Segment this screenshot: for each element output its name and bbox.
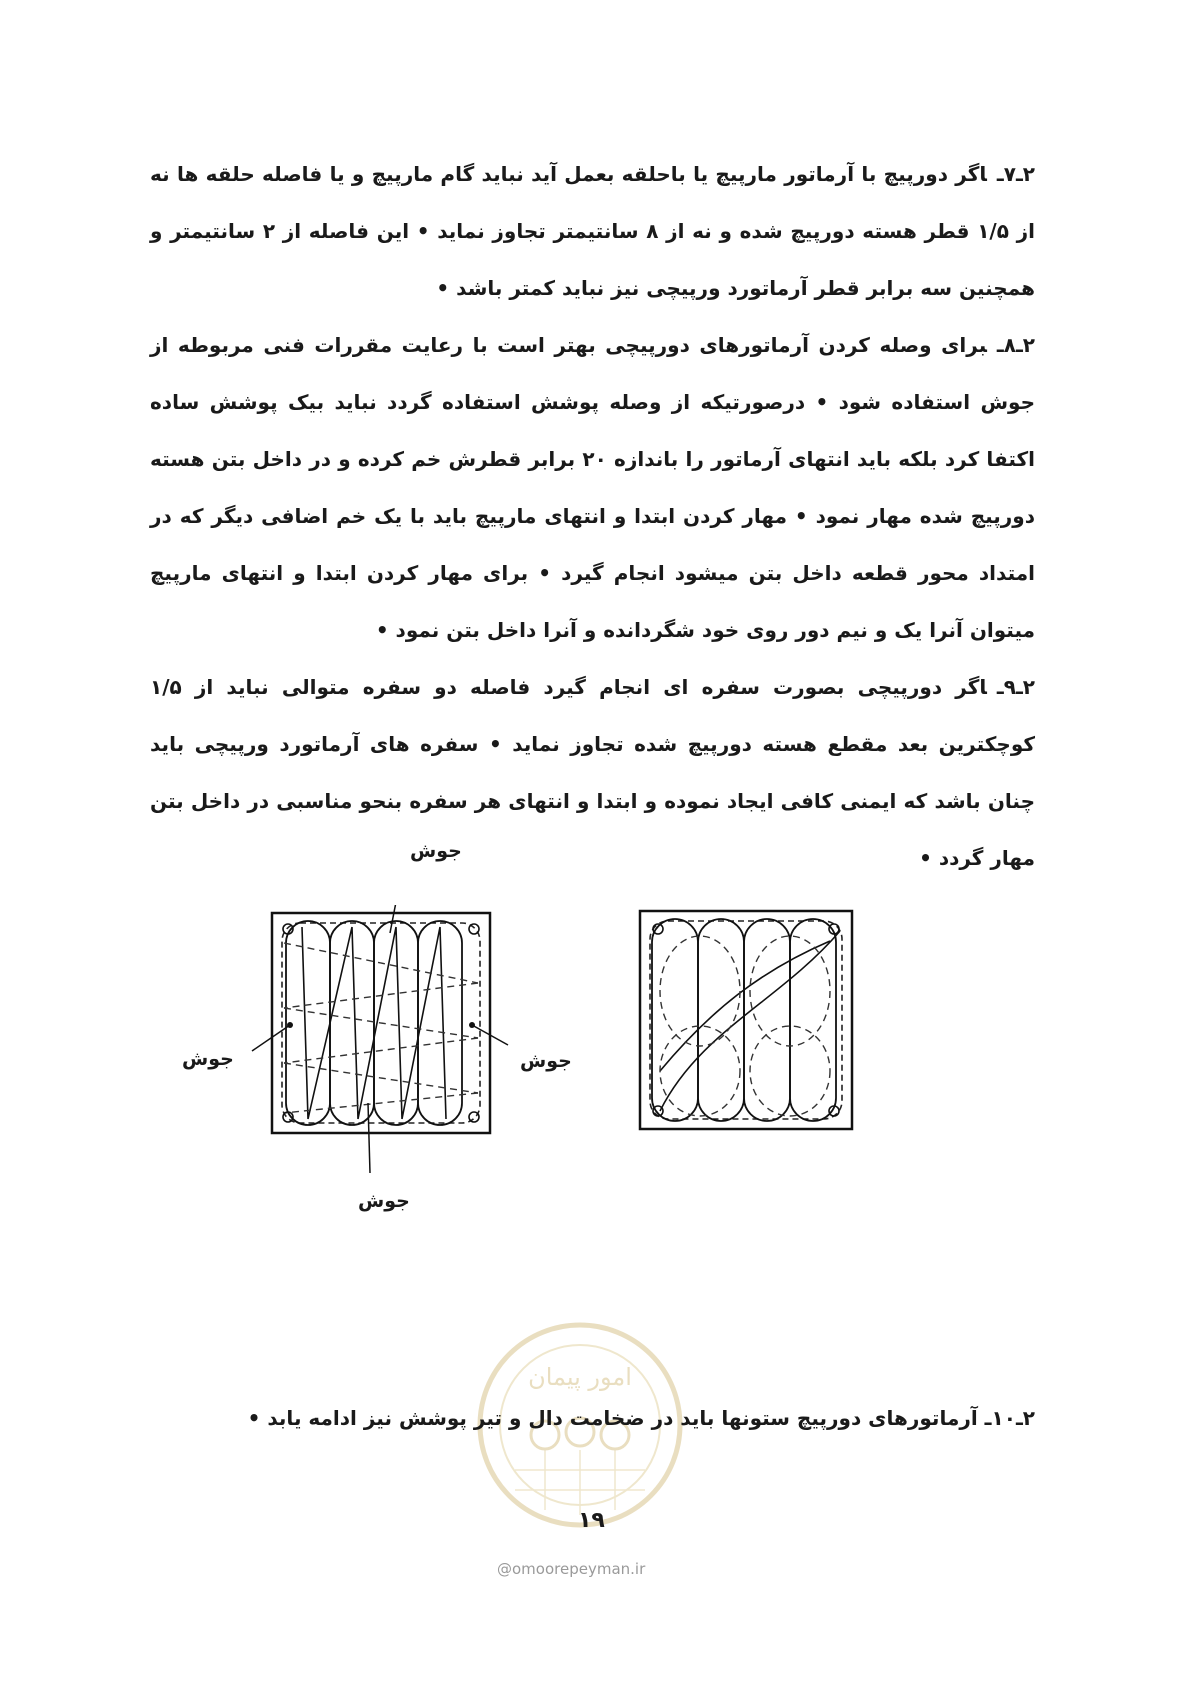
paragraph-number: ۲ـ۱۰ـ — [984, 1406, 1035, 1430]
paragraph-number: ۲ـ۷ـ — [996, 162, 1035, 186]
body-text — [150, 146, 1035, 887]
label-weld-left: جوش — [182, 1048, 234, 1070]
paragraph-text: اگر دورپیچ با آرماتور مارپیچ یا باحلقه بعمل آید نباید گام مارپیچ و یا فاصله حلقه ها نه از ۱/۵ قطر هسته دورپیچ شده و نه از ۸ سانتیمتر تجاوز نماید • این فاصله از ۲ سانتیمتر و همچنین سه برابر قطر آرماتورد ورپیچی نیز نباید کمتر باشد • — [150, 162, 1035, 300]
corner-bars — [653, 924, 839, 1116]
paragraph-2-8 — [150, 317, 1035, 659]
watermark-site: @omoorepeyman.ir — [497, 1560, 646, 1578]
paragraph-text: آرماتورهای دورپیچ ستونها باید در ضخامت دال و تیر پوشش نیز ادامه یابد • — [247, 1406, 978, 1430]
paragraph-2-7 — [150, 146, 1035, 317]
label-weld-top: جوش — [410, 840, 462, 862]
label-weld-bottom: جوش — [358, 1190, 410, 1212]
figure-left — [252, 905, 508, 1173]
paragraph-text: برای وصله کردن آرماتورهای دورپیچی بهتر است با رعایت مقررات فنی مربوطه از جوش استفاده شود • درصورتیکه از وصله پوشش استفاده گردد نباید بیک پوشش ساده اکتفا کرد بلکه باید انتهای آرماتور را باندازه ۲۰ برابر قطرش خم کرده و در داخل بتن هسته دورپیچ شده مهار نمود • مهار کردن ابتدا و انتهای مارپیچ باید با یک خم اضافی دیگر که در امتداد محور قطعه داخل بتن میشود انجام گیرد • برای مهار کردن ابتدا و انتهای مارپیچ میتوان آنرا یک و نیم دور روی خود شگردانده و آنرا داخل بتن نمود • — [150, 333, 1035, 642]
figure-frame — [640, 911, 852, 1129]
paragraph-number: ۲ـ۸ـ — [996, 333, 1035, 357]
dashed-layers — [284, 943, 478, 1113]
paragraph-number: ۲ـ۹ـ — [996, 675, 1035, 699]
paragraph-2-10 — [150, 1406, 1035, 1430]
core-outline — [650, 921, 842, 1119]
dashed-layers — [660, 936, 830, 1116]
label-weld-right: جوش — [520, 1050, 572, 1072]
hoop-loops — [652, 919, 836, 1121]
page-number: ۱۹ — [578, 1508, 605, 1533]
paragraph-text: اگر دورپیچی بصورت سفره ای انجام گیرد فاصله دو سفره متوالی نباید از ۱/۵ کوچکترین بعد مقطع هسته دورپیچ شده تجاوز نماید • سفره های آرماتورد ورپیچی باید چنان باشد که ایمنی کافی ایجاد نموده و ابتدا و انتهای هر سفره بنحو مناسبی در داخل بتن مهار گردد • — [150, 675, 1035, 870]
watermark-logo-text: امور پیمان — [528, 1363, 632, 1391]
figure-right — [640, 911, 852, 1129]
paragraph-2-9 — [150, 659, 1035, 887]
spiral-lines — [660, 931, 840, 1111]
